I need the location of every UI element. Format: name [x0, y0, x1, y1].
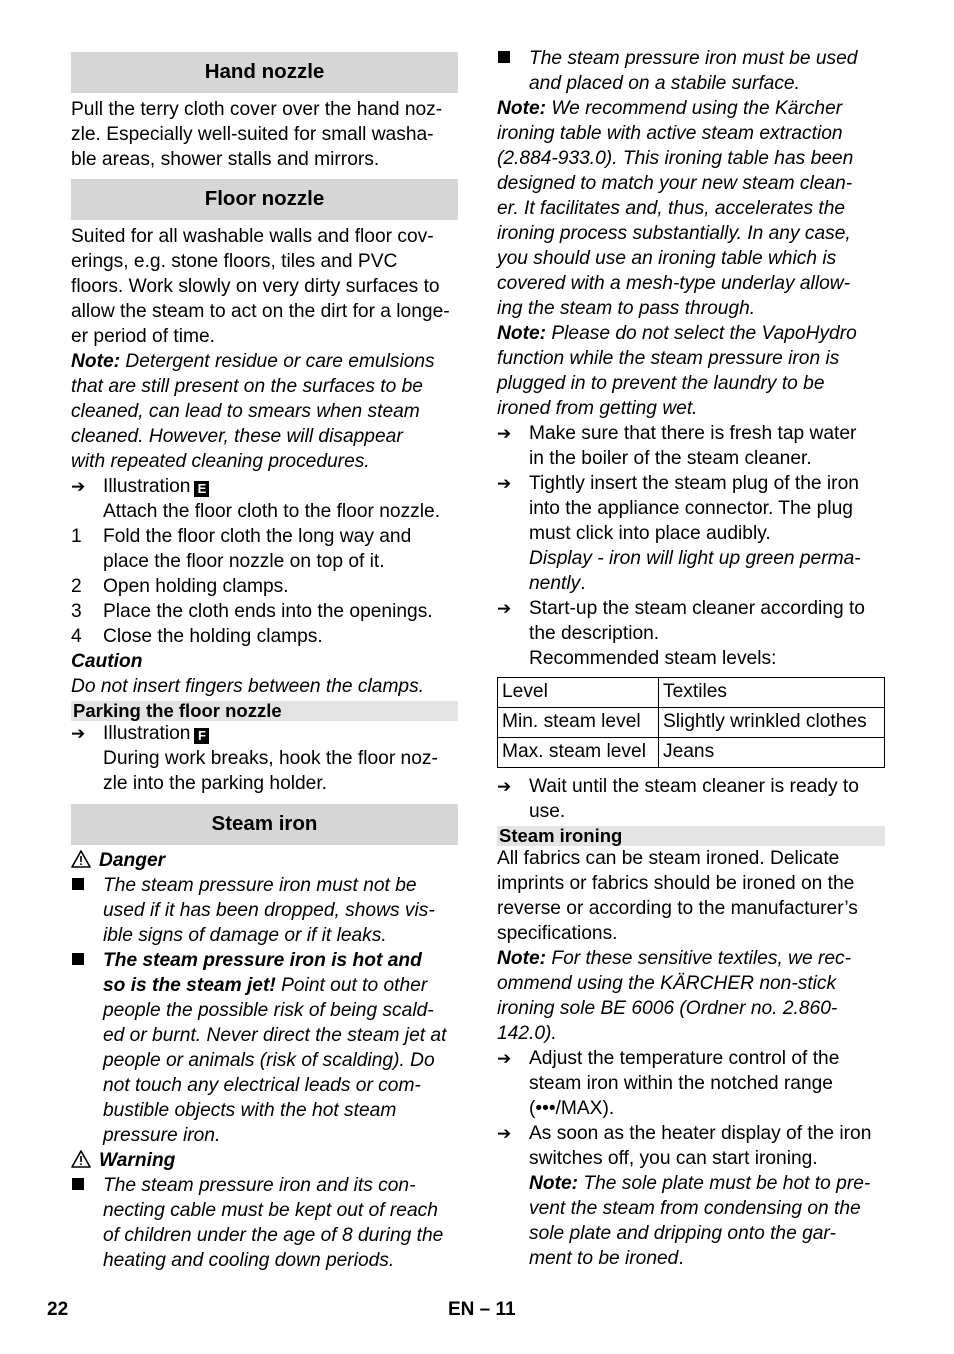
- step-number: 4: [71, 626, 82, 647]
- list-item: [71, 624, 458, 649]
- right-column: [497, 45, 885, 1271]
- list-item: [71, 599, 458, 624]
- table-header-cell: Textiles: [659, 678, 885, 708]
- language-page-label: EN – 11: [448, 1299, 516, 1320]
- section-heading-steam-iron: Steam iron: [71, 804, 458, 845]
- section-heading-floor-nozzle: Floor nozzle: [71, 179, 458, 220]
- subheading-steam-ironing: Steam ironing: [497, 826, 885, 846]
- subheading-parking: Parking the floor nozzle: [71, 701, 458, 721]
- caution-text: Do not insert fingers between the clamps.: [71, 676, 425, 697]
- attach-cloth-text: Attach the floor cloth to the floor nozzle.: [103, 501, 441, 522]
- step-text: Fold the floor cloth the long way and place the floor nozzle on top of it.: [103, 526, 412, 572]
- list-item: [71, 524, 458, 574]
- bullet-square-icon: [72, 1178, 84, 1190]
- floor-nozzle-text: Suited for all washable walls and floor cov- erings, e.g. stone floors, tiles and PVC floors. Work slowly on very dirty surfaces to allow the steam to act on the dirt for a longe- er period of time.: [71, 226, 450, 347]
- page-number: 22: [47, 1299, 69, 1320]
- step-insert-plug: ➔ Tightly insert the steam plug of the iron into the appliance connector. The plug must click into place audibly. Display - iron will light up green perma- nently.: [497, 473, 861, 594]
- arrow-right-icon: ➔: [497, 474, 512, 493]
- step-wait-ready: ➔ Wait until the steam cleaner is ready to use.: [497, 776, 859, 822]
- arrow-right-icon: ➔: [71, 477, 86, 496]
- step-number: 2: [71, 576, 82, 597]
- illustration-letter-badge: E: [194, 481, 209, 497]
- table-cell: Min. steam level: [498, 708, 659, 738]
- arrow-right-icon: ➔: [497, 599, 512, 618]
- table-cell: Jeans: [659, 738, 885, 768]
- step-number: 3: [71, 601, 82, 622]
- steam-ironing-text: All fabrics can be steam ironed. Delicate imprints or fabrics should be ironed on the reverse or according to the manufacturer’s specifications.: [497, 848, 858, 944]
- warning-item: The steam pressure iron and its con- necting cable must be kept out of reach of children under the age of 8 during the heating and cooling down periods.: [71, 1173, 458, 1273]
- table-header-cell: Level: [498, 678, 659, 708]
- arrow-right-icon: ➔: [497, 777, 512, 796]
- steam-levels-table: [497, 677, 885, 768]
- bullet-square-icon: [498, 51, 510, 63]
- step-adjust-temperature: ➔ Adjust the temperature control of the steam iron within the notched range (•••/MAX).: [497, 1048, 840, 1119]
- table-row: [498, 708, 885, 738]
- step-text: Close the holding clamps.: [103, 626, 323, 647]
- danger-item-2: The steam pressure iron is hot and so is the steam jet! Point out to other people the possible risk of being scald- ed or burnt. Never direct the steam jet at people or animals (risk of scalding). Do not touch any electrical leads or com- bustible objects with the hot steam pressure iron.: [71, 948, 458, 1148]
- section-heading-hand-nozzle: Hand nozzle: [71, 52, 458, 93]
- step-text: Open holding clamps.: [103, 576, 289, 597]
- arrow-right-icon: ➔: [497, 1049, 512, 1068]
- illustration-letter-badge: F: [194, 728, 209, 744]
- step-number: 1: [71, 526, 82, 547]
- arrow-right-icon: ➔: [71, 724, 86, 743]
- warning-triangle-icon: [71, 1150, 91, 1168]
- arrow-right-icon: ➔: [497, 424, 512, 443]
- bullet-square-icon: [72, 878, 84, 890]
- sensitive-textiles-note: Note: For these sensitive textiles, we rec- ommend using the KÄRCHER non-stick ironing sole BE 6006 (Ordner no. 2.860- 142.0).: [497, 948, 852, 1044]
- vapohydro-note: Note: Please do not select the VapoHydro function while the steam pressure iron is plugged in to prevent the laundry to be ironed from getting wet.: [497, 323, 857, 419]
- list-item: [71, 574, 458, 599]
- caution-label: Caution: [71, 651, 143, 672]
- parking-text: During work breaks, hook the floor noz- zle into the parking holder.: [103, 748, 438, 794]
- parking-illustration-step: ➔ Illustration F: [71, 721, 458, 746]
- floor-illustration-step: ➔ Illustration E: [71, 474, 458, 499]
- ironing-table-note: Note: We recommend using the Kärcher ironing table with active steam extraction (2.884-933.0). This ironing table has been designed to match your new steam clean- er. It facilitates and, thus, accelerates the ironing process substantially. In any case, you should use an ironing table which is covered with a mesh-type underlay allow- ing the steam to pass through.: [497, 98, 854, 319]
- step-start-up: ➔ Start-up the steam cleaner according to the description. Recommended steam levels:: [497, 598, 865, 669]
- table-header-row: [498, 678, 885, 708]
- table-row: [498, 738, 885, 768]
- arrow-right-icon: ➔: [497, 1124, 512, 1143]
- table-cell: Max. steam level: [498, 738, 659, 768]
- hand-nozzle-text: Pull the terry cloth cover over the hand noz- zle. Especially well-suited for small washa- ble areas, shower stalls and mirrors.: [71, 99, 443, 170]
- table-cell: Slightly wrinkled clothes: [659, 708, 885, 738]
- step-fresh-water: ➔ Make sure that there is fresh tap water in the boiler of the steam cleaner.: [497, 423, 857, 469]
- stable-surface-item: The steam pressure iron must be used and placed on a stabile surface.: [497, 46, 885, 96]
- danger-heading: Danger: [71, 848, 458, 873]
- bullet-square-icon: [72, 953, 84, 965]
- warning-triangle-icon: [71, 850, 91, 868]
- warning-heading: Warning: [71, 1148, 458, 1173]
- step-start-ironing: ➔ As soon as the heater display of the iron switches off, you can start ironing. Note: The sole plate must be hot to pre- vent the steam from condensing on the sole plate and dripping onto the gar- ment to be ironed.: [497, 1123, 872, 1269]
- danger-item-1: The steam pressure iron must not be used if it has been dropped, shows vis- ible signs of damage or if it leaks.: [71, 873, 458, 948]
- floor-steps-list: [71, 524, 458, 649]
- left-column: [71, 45, 458, 1273]
- step-text: Place the cloth ends into the openings.: [103, 601, 433, 622]
- floor-nozzle-note: Note: Detergent residue or care emulsions that are still present on the surfaces to be cleaned, can lead to smears when steam cleaned. However, these will disappear with repeated cleaning procedures.: [71, 351, 435, 472]
